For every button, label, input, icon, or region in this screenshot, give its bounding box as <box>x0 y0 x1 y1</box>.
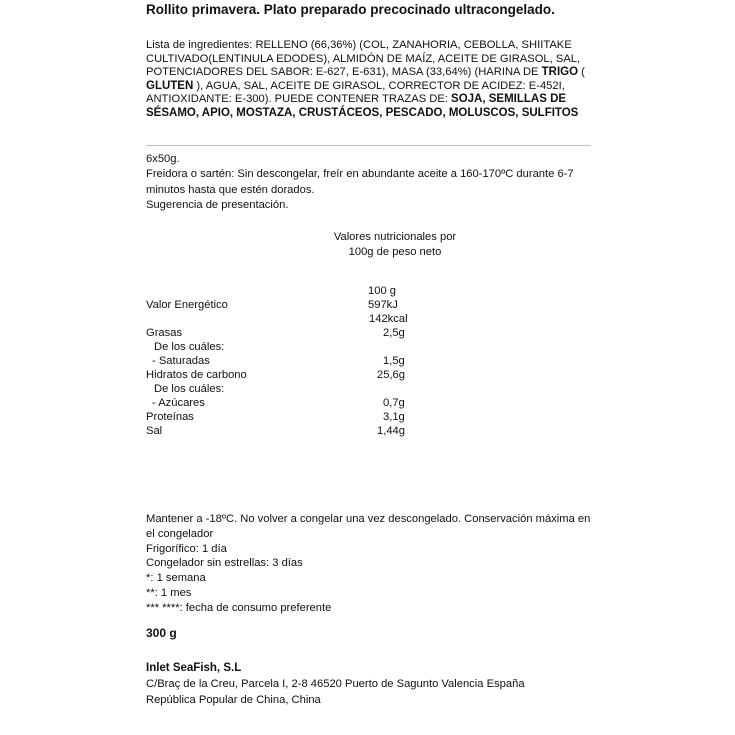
storage-line: **: 1 mes <box>146 586 192 599</box>
ingredients-text: Lista de ingredientes: RELLENO (66,36%) (COL, ZANAHORIA, CEBOLLA, SHIITAKE CULTIVADO(LENTINULA EDODES), ALMIDÓN DE MAÍZ, ACEITE DE GIRASOL, SAL, POTENCIADORES DEL SABOR: E-627, E-631), MASA (33,64%) (HARINA DE <box>146 39 581 79</box>
nutrition-row-value: 0,7g <box>383 397 405 409</box>
serving-suggestion: Sugerencia de presentación. <box>146 199 289 212</box>
ingredients-text-mid1: ( <box>578 66 585 79</box>
storage-line: Congelador sin estrellas: 3 días <box>146 557 303 570</box>
nutrition-header-line1: Valores nutricionales por <box>333 231 457 243</box>
storage-line: *** ****: fecha de consumo preferente <box>146 601 332 614</box>
company-address: C/Braç de la Creu, Parcela I, 2-8 46520 Puerto de Sagunto Valencia España <box>146 678 525 690</box>
cooking-instructions: Freidora o sartén: Sin descongelar, freír en abundante aceite a 160-170ºC durante 6-7 minutos hasta que estén dorados. <box>146 168 574 196</box>
nutrition-row-label: - Azúcares <box>152 397 205 409</box>
allergen-traces: SOJA, SEMILLAS DE SÉSAMO, APIO, MOSTAZA, CRUSTÁCEOS, PESCADO, MOLUSCOS, SULFITOS <box>146 93 579 119</box>
nutrition-row-label: Valor Energético <box>146 299 228 311</box>
section-divider <box>146 145 591 146</box>
nutrition-row-value: 25,6g <box>377 369 405 381</box>
nutrition-header <box>300 230 490 261</box>
nutrition-row-label: Proteínas <box>146 411 194 423</box>
nutrition-row-label: - Saturadas <box>152 355 210 367</box>
company-name: Inlet SeaFish, S.L <box>146 662 242 674</box>
country-of-origin: República Popular de China, China <box>146 694 321 706</box>
net-weight: 300 g <box>146 626 177 640</box>
nutrition-row-label: De los cuáles: <box>154 383 225 395</box>
nutrition-row-value: 1,5g <box>383 355 405 367</box>
nutrition-row-value: 1,44g <box>377 425 405 437</box>
portion-info: 6x50g. <box>146 153 180 165</box>
allergen-gluten: GLUTEN <box>146 79 194 92</box>
nutrition-row-label: Hidratos de carbono <box>146 369 247 381</box>
nutrition-row-label: Grasas <box>146 327 183 339</box>
ingredients-list <box>146 39 591 121</box>
ingredients-text-mid2: ), AGUA, SAL, ACEITE DE GIRASOL, CORRECTOR DE ACIDEZ: E-452I, ANTIOXIDANTE: E-300). PUEDE CONTENER TRAZAS DE: <box>146 79 565 106</box>
nutrition-row-value: 597kJ <box>368 299 398 311</box>
company-info <box>146 660 606 708</box>
nutrition-row-label: Sal <box>146 425 163 437</box>
storage-line: Frigorífico: 1 día <box>146 542 227 555</box>
nutrition-row-value: 142kcal <box>369 313 408 325</box>
storage-line: *: 1 semana <box>146 572 206 585</box>
preparation-section <box>146 152 591 214</box>
nutrition-column-header: 100 g <box>368 285 396 297</box>
storage-section <box>146 512 591 616</box>
allergen-wheat: TRIGO <box>541 66 579 79</box>
nutrition-row-label: De los cuáles: <box>154 341 225 353</box>
product-title: Rollito primavera. Plato preparado precocinado ultracongelado. <box>146 2 555 17</box>
storage-instructions: Mantener a -18ºC. No volver a congelar una vez descongelado. Conservación máxima en el congelador <box>146 513 591 540</box>
nutrition-row-value: 3,1g <box>383 411 405 423</box>
nutrition-row-value: 2,5g <box>383 327 405 339</box>
nutrition-header-line2: 100g de peso neto <box>348 246 442 259</box>
